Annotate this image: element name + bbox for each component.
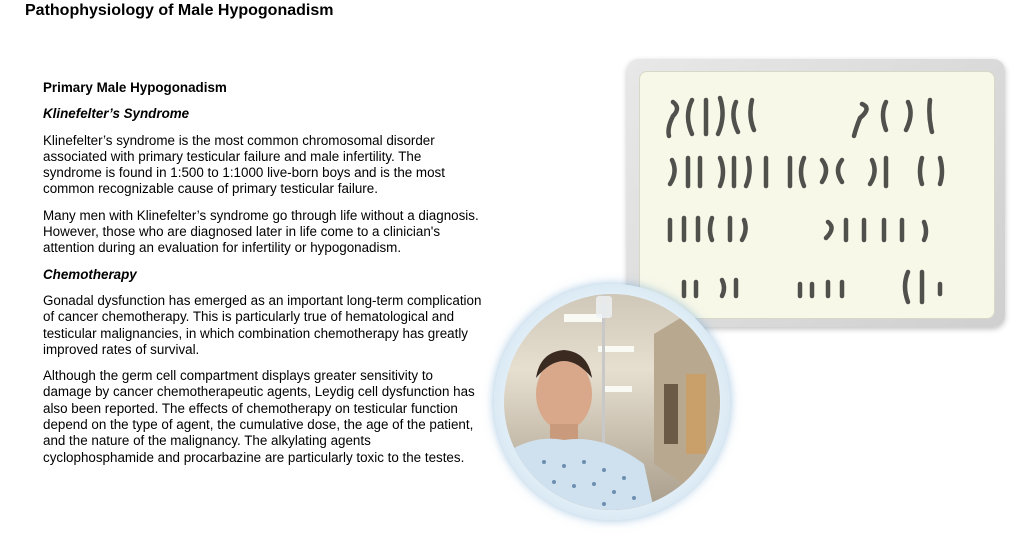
chemotherapy-paragraph-1: Gonadal dysfunction has emerged as an important long-term complication of cancer chemotherapy. This is particularly true of hematological and testicular malignancies, in which combination chemotherapy has greatly improved rates of survival. (43, 292, 482, 357)
main-content (43, 80, 483, 476)
karyotype-card (627, 59, 1005, 327)
section-heading: Primary Male Hypogonadism (43, 80, 227, 95)
klinefelter-heading: Klinefelter’s Syndrome (43, 106, 190, 122)
klinefelter-paragraph-2: Many men with Klinefelter’s syndrome go through life without a diagnosis. However, those who are diagnosed later in life come to a clinician's attention during an evaluation for infertility or hypogonadism. (43, 207, 479, 256)
patient-photo (504, 294, 720, 510)
karyotype-image (639, 71, 995, 319)
patient-photo-frame (494, 284, 730, 520)
chemotherapy-heading: Chemotherapy (43, 266, 137, 282)
chemotherapy-paragraph-2: Although the germ cell compartment displays greater sensitivity to damage by cancer chemotherapeutic agents, Leydig cell dysfunction has also been reported. The effects of chemotherapy on testicular function depend on the type of agent, the cumulative dose, the age of the patient, and the nature of the malignancy. The alkylating agents cyclophosphamide and procarbazine are particularly toxic to the testes. (43, 368, 475, 465)
klinefelter-paragraph-1: Klinefelter’s syndrome is the most common chromosomal disorder associated with primary testicular failure and male infertility. The syndrome is found in 1:500 to 1:1000 live-born boys and is the most common recognizable cause of primary testicular failure. (43, 132, 445, 197)
page-title: Pathophysiology of Male Hypogonadism (25, 2, 334, 19)
patient-illustration (504, 294, 720, 510)
chromosomes-graphic (640, 72, 994, 318)
